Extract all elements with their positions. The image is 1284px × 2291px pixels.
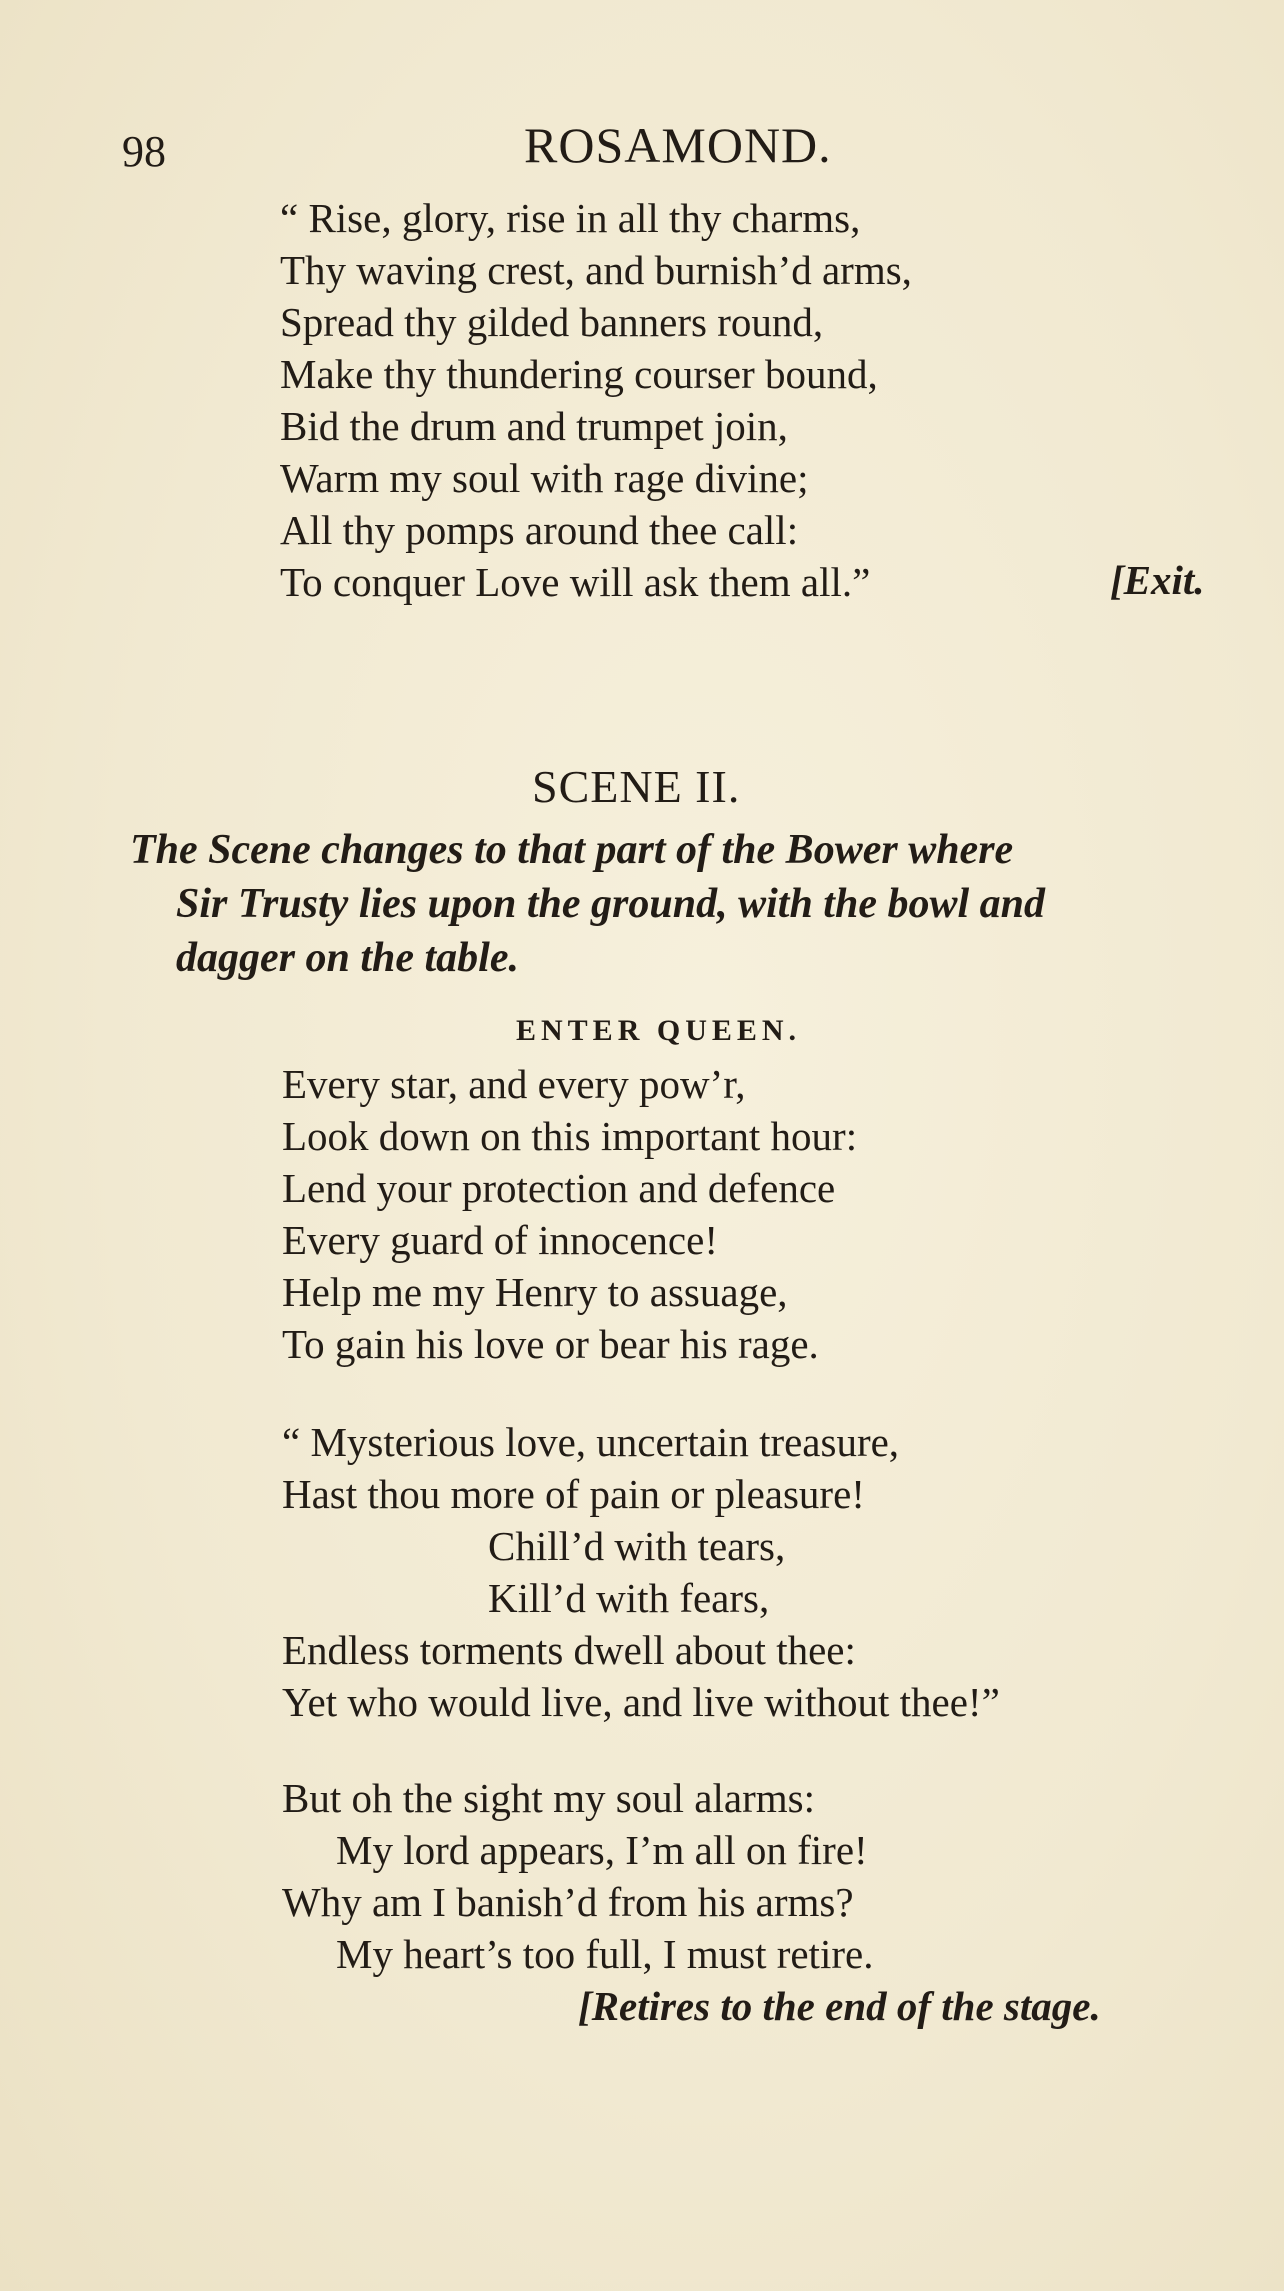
verse-line: “ Mysterious love, uncertain treasure, xyxy=(282,1419,900,1465)
running-title: ROSAMOND. xyxy=(524,117,832,173)
verse-line: Help me my Henry to assuage, xyxy=(282,1269,788,1315)
verse-line: “ Rise, glory, rise in all thy charms, xyxy=(280,195,861,241)
verse-line: Thy waving crest, and burnish’d arms, xyxy=(280,247,912,293)
verse-line: All thy pomps around thee call: xyxy=(280,507,799,553)
verse-line: Endless torments dwell about thee: xyxy=(282,1627,856,1673)
verse-line: To gain his love or bear his rage. xyxy=(282,1321,819,1367)
enter-direction: ENTER QUEEN. xyxy=(516,1014,802,1047)
verse-line: Make thy thundering courser bound, xyxy=(280,351,878,397)
verse-line: Warm my soul with rage divine; xyxy=(280,455,809,501)
retire-stage-direction: [Retires to the end of the stage. xyxy=(578,1983,1101,2029)
verse-line: Spread thy gilded banners round, xyxy=(280,299,824,345)
page-number: 98 xyxy=(122,127,166,176)
verse-line: My lord appears, I’m all on fire! xyxy=(336,1827,868,1873)
verse-line: Every star, and every pow’r, xyxy=(282,1061,746,1107)
verse-line: To conquer Love will ask them all.” xyxy=(280,559,871,605)
verse-line: But oh the sight my soul alarms: xyxy=(282,1775,815,1821)
scene-description-line: Sir Trusty lies upon the ground, with the bowl and xyxy=(176,881,1046,927)
scene-title: SCENE II. xyxy=(532,761,741,812)
verse-line: Kill’d with fears, xyxy=(488,1575,770,1621)
scene-description-line: dagger on the table. xyxy=(176,935,519,981)
verse-line: Lend your protection and defence xyxy=(282,1165,836,1211)
verse-line: Every guard of innocence! xyxy=(282,1217,718,1263)
scene-description-line: The Scene changes to that part of the Bower where xyxy=(130,827,1014,873)
exit-stage-direction: [Exit. xyxy=(1110,557,1205,603)
verse-line: Yet who would live, and live without thee!” xyxy=(282,1679,1000,1725)
verse-line: Bid the drum and trumpet join, xyxy=(280,403,788,449)
verse-line: Why am I banish’d from his arms? xyxy=(282,1879,854,1925)
verse-line: Look down on this important hour: xyxy=(282,1113,858,1159)
verse-line: Chill’d with tears, xyxy=(488,1523,786,1569)
verse-line: Hast thou more of pain or pleasure! xyxy=(282,1471,865,1517)
verse-line: My heart’s too full, I must retire. xyxy=(336,1931,874,1977)
